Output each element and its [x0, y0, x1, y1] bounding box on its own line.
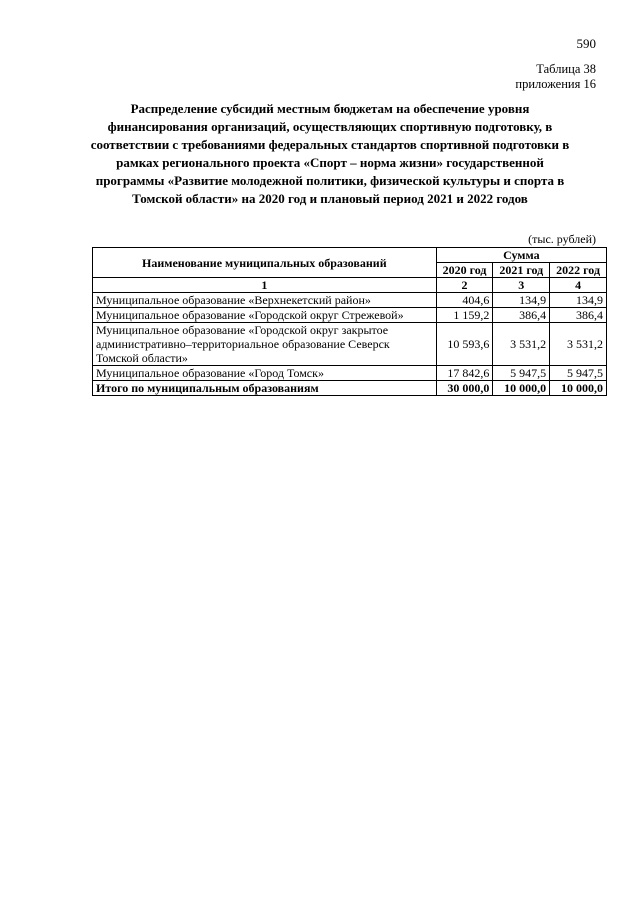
header-year-2022: 2022 год: [550, 263, 607, 278]
total-2021: 10 000,0: [493, 381, 550, 396]
municipality-name: Муниципальное образование «Городской округ закрытое административно–территориальное образование Северск Томской области»: [93, 323, 437, 366]
index-row: [93, 278, 607, 293]
value-2020: 1 159,2: [436, 308, 493, 323]
index-cell: 1: [93, 278, 437, 293]
total-2020: 30 000,0: [436, 381, 493, 396]
municipality-name: Муниципальное образование «Город Томск»: [93, 366, 437, 381]
header-name: Наименование муниципальных образований: [93, 248, 437, 278]
index-cell: 2: [436, 278, 493, 293]
value-2022: 386,4: [550, 308, 607, 323]
table-reference: [515, 62, 596, 92]
table-label: Таблица 38: [536, 62, 596, 76]
value-2021: 386,4: [493, 308, 550, 323]
table-row: [93, 323, 607, 366]
value-2021: 3 531,2: [493, 323, 550, 366]
total-row: [93, 381, 607, 396]
value-2021: 5 947,5: [493, 366, 550, 381]
total-label: Итого по муниципальным образованиям: [93, 381, 437, 396]
page-number: 590: [576, 36, 596, 51]
value-2020: 17 842,6: [436, 366, 493, 381]
value-2022: 5 947,5: [550, 366, 607, 381]
total-2022: 10 000,0: [550, 381, 607, 396]
index-cell: 4: [550, 278, 607, 293]
subsidy-table: [92, 247, 607, 396]
header-year-2020: 2020 год: [436, 263, 493, 278]
header-sum: Сумма: [436, 248, 606, 263]
index-cell: 3: [493, 278, 550, 293]
header-year-2021: 2021 год: [493, 263, 550, 278]
value-2022: 134,9: [550, 293, 607, 308]
value-2020: 10 593,6: [436, 323, 493, 366]
units-note: (тыс. рублей): [528, 232, 596, 246]
value-2022: 3 531,2: [550, 323, 607, 366]
table-row: [93, 293, 607, 308]
appendix-label: приложения 16: [515, 77, 596, 91]
value-2021: 134,9: [493, 293, 550, 308]
document-title: Распределение субсидий местным бюджетам на обеспечение уровня финансирования организаций, осуществляющих спортивную подготовку, в соответствии с требованиями федеральных стандартов спортивной подготовки в рамках регионального проекта «Спорт – норма жизни» государственной программы «Развитие молодежной политики, физической культуры и спорта в Томской области» на 2020 год и плановый период 2021 и 2022 годов: [90, 101, 570, 206]
municipality-name: Муниципальное образование «Городской округ Стрежевой»: [93, 308, 437, 323]
table-row: [93, 366, 607, 381]
value-2020: 404,6: [436, 293, 493, 308]
table-row: [93, 308, 607, 323]
municipality-name: Муниципальное образование «Верхнекетский район»: [93, 293, 437, 308]
